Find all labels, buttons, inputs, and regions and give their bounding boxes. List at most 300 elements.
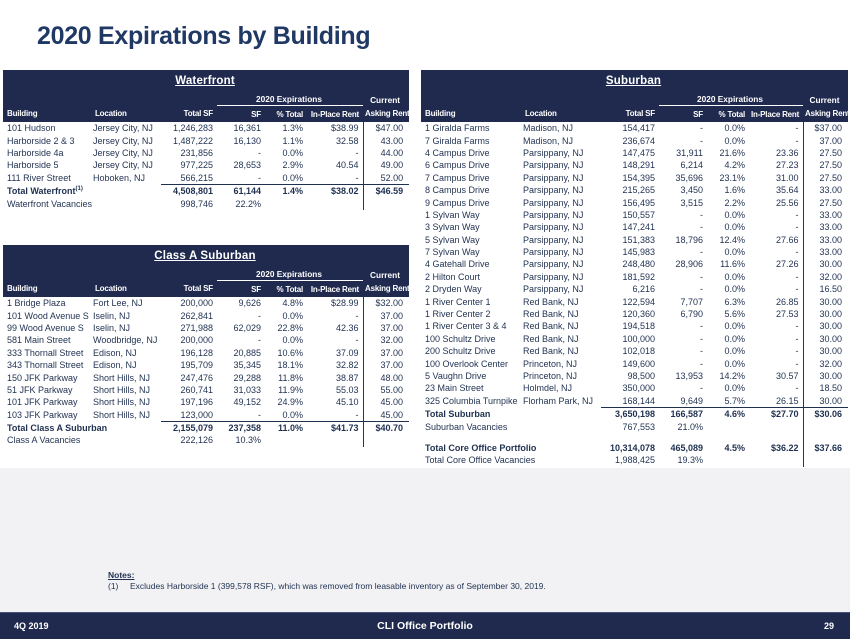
table-cell: 28,653 xyxy=(233,160,261,171)
note-number: (1) xyxy=(108,581,119,591)
table-cell: Red Bank, NJ xyxy=(523,309,579,320)
table-cell: Parsippany, NJ xyxy=(523,234,584,245)
table-cell: Harborside 2 & 3 xyxy=(7,135,75,146)
table-row xyxy=(3,297,409,309)
table-row xyxy=(421,420,848,432)
table-cell: Princeton, NJ xyxy=(523,371,578,381)
table-cell: 38.87 xyxy=(335,372,359,383)
table-cell: - xyxy=(258,335,261,346)
table-cell: 0.0% xyxy=(724,321,745,332)
table-cell: 581 Main Street xyxy=(7,335,71,346)
table-cell: 200,000 xyxy=(180,298,213,309)
table-cell: Parsippany, NJ xyxy=(523,209,584,220)
table-cell: - xyxy=(795,123,799,134)
column-header-building: Building xyxy=(3,106,91,123)
table-cell: 166,587 xyxy=(670,409,703,420)
current-group-header: Current xyxy=(363,265,409,281)
table-cell: 181,592 xyxy=(622,271,655,282)
table-row xyxy=(3,334,409,346)
class-a-suburban-table-body xyxy=(3,297,409,447)
column-header-total-sf: Total SF xyxy=(161,281,217,298)
note-text: Excludes Harborside 1 (399,578 RSF), which was removed from leasable inventory as of September 30, 2019. xyxy=(130,581,546,591)
table-cell: 0.0% xyxy=(724,209,745,220)
table-row xyxy=(3,159,409,171)
table-cell: 200,000 xyxy=(180,335,213,346)
table-cell: Red Bank, NJ xyxy=(523,321,579,332)
table-cell: 977,225 xyxy=(180,160,213,171)
class-a-suburban-table-title: Class A Suburban xyxy=(3,245,409,265)
table-cell: - xyxy=(355,147,359,158)
column-header-sf: SF xyxy=(217,281,265,298)
table-cell: 11.6% xyxy=(720,259,745,270)
table-cell xyxy=(363,197,409,209)
table-cell: 32.00 xyxy=(363,334,409,346)
table-cell: Parsippany, NJ xyxy=(523,197,584,208)
table-cell: 19.3% xyxy=(677,455,703,466)
table-cell: 23 Main Street xyxy=(425,383,484,394)
table-cell: Parsippany, NJ xyxy=(523,259,584,270)
table-cell: 20,885 xyxy=(233,347,261,358)
table-cell: 154,417 xyxy=(622,123,655,134)
table-cell: 27.50 xyxy=(803,147,848,159)
table-cell: 262,841 xyxy=(180,310,213,321)
table-cell: 30.00 xyxy=(803,345,848,357)
table-cell: 1 River Center 1 xyxy=(425,296,491,307)
table-row xyxy=(3,122,409,134)
column-header-total-sf: Total SF xyxy=(161,106,217,123)
table-cell: 111 River Street xyxy=(7,173,71,183)
table-cell: 0.0% xyxy=(724,383,745,394)
suburban-table-header xyxy=(421,70,848,122)
table-row xyxy=(421,184,848,196)
table-cell: 30.00 xyxy=(803,395,848,408)
table-cell: 23.36 xyxy=(775,147,799,158)
table-cell: 45.10 xyxy=(335,397,359,408)
table-cell: 31,911 xyxy=(676,147,703,158)
table-cell: - xyxy=(700,123,703,134)
table-cell: 3,515 xyxy=(680,197,703,208)
table-cell: Florham Park, NJ xyxy=(523,396,594,407)
suburban-table-body xyxy=(421,122,848,467)
table-row xyxy=(421,196,848,208)
table-cell: 123,000 xyxy=(161,409,217,422)
table-cell: 27.50 xyxy=(803,196,848,208)
table-cell: 5.6% xyxy=(724,309,745,320)
table-cell: Short Hills, NJ xyxy=(93,397,151,408)
table-cell: Parsippany, NJ xyxy=(523,222,584,233)
table-cell: - xyxy=(795,333,799,344)
table-cell: Hoboken, NJ xyxy=(93,173,146,183)
table-cell: 35,696 xyxy=(675,172,703,183)
table-cell: Parsippany, NJ xyxy=(523,185,584,196)
table-cell: 2,155,079 xyxy=(172,423,213,434)
table-cell: 197,196 xyxy=(180,397,213,408)
table-cell: 30.00 xyxy=(803,333,848,345)
table-cell: 27.53 xyxy=(775,309,799,320)
table-cell: 1.1% xyxy=(282,135,303,146)
table-cell: 5.7% xyxy=(707,395,749,408)
table-cell: 48.00 xyxy=(363,371,409,383)
table-cell: 4,508,801 xyxy=(172,186,213,197)
table-cell: 3,650,198 xyxy=(614,409,655,420)
table-cell: 37.00 xyxy=(363,322,409,334)
column-header-pct-total: % Total xyxy=(707,106,749,123)
table-cell: 1.4% xyxy=(282,186,303,197)
current-group-header: Current xyxy=(803,90,848,106)
table-cell: 767,553 xyxy=(622,421,655,432)
table-cell: 6,214 xyxy=(680,160,703,171)
table-cell: - xyxy=(700,383,703,394)
footer-bar xyxy=(0,612,850,639)
table-cell: 9,626 xyxy=(238,298,261,309)
table-cell: Harborside 4a xyxy=(7,147,64,158)
table-cell: 6,216 xyxy=(632,284,655,295)
table-cell: 45.00 xyxy=(363,396,409,408)
table-cell: 1,988,425 xyxy=(614,455,655,466)
table-cell: 33.00 xyxy=(803,221,848,233)
table-cell: Total Class A Suburban xyxy=(7,422,108,433)
table-cell: 30.00 xyxy=(803,320,848,332)
table-cell: Parsippany, NJ xyxy=(523,271,584,282)
table-cell: 120,360 xyxy=(622,309,655,320)
table-cell: 26.15 xyxy=(749,395,803,408)
table-cell: Waterfront Vacancies xyxy=(7,198,93,209)
table-cell: 35,345 xyxy=(233,360,261,371)
table-cell xyxy=(265,434,307,446)
table-cell: $38.99 xyxy=(330,123,359,134)
table-row xyxy=(3,147,409,159)
table-row xyxy=(3,322,409,334)
table-cell: 102,018 xyxy=(622,346,655,357)
table-cell: 14.2% xyxy=(719,371,745,381)
table-cell: Edison, NJ xyxy=(93,360,137,371)
table-cell: 145,983 xyxy=(622,247,655,258)
table-cell: - xyxy=(307,172,363,185)
table-cell: 25.56 xyxy=(775,197,799,208)
table-row xyxy=(3,421,409,434)
table-cell: Short Hills, NJ xyxy=(93,409,151,420)
table-cell: 196,128 xyxy=(180,347,213,358)
table-row xyxy=(421,345,848,357)
table-cell: 0.0% xyxy=(724,358,745,369)
header-spacer xyxy=(3,90,217,106)
table-row xyxy=(421,159,848,171)
table-cell: 333 Thornall Street xyxy=(7,347,84,358)
table-cell: Total Suburban xyxy=(425,408,491,419)
table-cell: 150,557 xyxy=(622,209,655,220)
table-cell: Iselin, NJ xyxy=(93,310,131,321)
table-cell: 8 Campus Drive xyxy=(425,185,490,196)
table-cell: 42.36 xyxy=(335,322,359,333)
table-cell: 40.54 xyxy=(335,160,359,171)
table-cell: 101 Hudson xyxy=(7,123,56,134)
table-cell: 61,144 xyxy=(233,186,261,197)
table-cell: - xyxy=(700,358,703,369)
table-cell: 21.0% xyxy=(677,421,703,432)
table-row xyxy=(3,197,409,209)
table-cell: - xyxy=(700,271,703,282)
table-cell: 5 Vaughn Drive xyxy=(425,371,487,381)
table-cell: 27.23 xyxy=(775,160,799,171)
table-cell xyxy=(363,434,409,446)
table-cell: - xyxy=(217,409,265,422)
table-cell: 100 Schultz Drive xyxy=(425,333,496,344)
table-cell: - xyxy=(795,321,799,332)
table-cell: Woodbridge, NJ xyxy=(93,335,158,346)
table-cell: 150 JFK Parkway xyxy=(7,372,78,383)
table-cell: - xyxy=(795,247,799,258)
table-cell: 0.0% xyxy=(724,271,745,282)
table-cell: 43.00 xyxy=(363,134,409,146)
table-cell: 0.0% xyxy=(724,333,745,344)
table-cell: Jersey City, NJ xyxy=(93,160,153,171)
table-cell: 100 Overlook Center xyxy=(425,358,509,369)
table-cell: 195,709 xyxy=(180,360,213,371)
table-cell: $37.66 xyxy=(803,442,848,454)
table-cell: 16.50 xyxy=(803,283,848,295)
table-row xyxy=(421,370,848,382)
table-cell: 37.00 xyxy=(363,359,409,371)
table-cell: 0.0% xyxy=(265,409,307,422)
table-cell: Parsippany, NJ xyxy=(523,247,584,258)
table-row xyxy=(421,209,848,221)
table-row xyxy=(3,347,409,359)
table-row xyxy=(421,382,848,394)
table-row xyxy=(3,384,409,396)
table-row xyxy=(3,409,409,422)
table-cell: 22.2% xyxy=(235,198,261,209)
table-cell: 147,241 xyxy=(622,222,655,233)
table-cell: 350,000 xyxy=(622,383,655,394)
table-cell: 9 Campus Drive xyxy=(425,197,490,208)
table-cell: Madison, NJ xyxy=(523,123,574,134)
table-cell: - xyxy=(700,222,703,233)
table-cell: 7 Campus Drive xyxy=(425,172,490,183)
table-cell: 52.00 xyxy=(363,172,409,185)
table-cell: 4 Campus Drive xyxy=(425,147,490,158)
table-row xyxy=(3,134,409,146)
table-cell: 27.26 xyxy=(775,259,799,270)
table-cell: 168,144 xyxy=(601,395,659,408)
table-cell xyxy=(91,184,161,197)
table-cell: 247,476 xyxy=(180,372,213,383)
table-cell: 0.0% xyxy=(724,222,745,233)
table-cell xyxy=(521,407,601,420)
table-cell: 37.09 xyxy=(335,347,359,358)
table-row xyxy=(421,147,848,159)
table-cell: $46.59 xyxy=(363,184,409,197)
table-cell: Parsippany, NJ xyxy=(523,284,584,295)
table-cell: 100,000 xyxy=(622,333,655,344)
table-cell: 29,288 xyxy=(233,372,261,383)
table-cell: 33.00 xyxy=(803,184,848,196)
table-cell: 51 JFK Parkway xyxy=(7,384,73,395)
table-cell: - xyxy=(700,247,703,258)
table-row xyxy=(421,333,848,345)
table-row xyxy=(421,134,848,146)
table-cell: 147,475 xyxy=(622,147,655,158)
table-cell: $40.70 xyxy=(363,421,409,434)
table-cell: 55.03 xyxy=(335,384,359,395)
table-cell: 0.0% xyxy=(724,284,745,295)
table-cell xyxy=(659,433,707,442)
table-cell: 1 Giralda Farms xyxy=(425,123,490,134)
column-header-asking-rent: Asking Rent xyxy=(363,106,409,123)
table-cell: $28.99 xyxy=(330,298,359,309)
table-cell: 1.3% xyxy=(282,123,303,134)
table-cell: 1 Sylvan Way xyxy=(425,209,480,220)
column-header-in-place-rent: In-Place Rent xyxy=(307,106,363,123)
table-row xyxy=(3,172,409,185)
table-cell: 12.4% xyxy=(719,234,745,245)
table-cell xyxy=(707,433,749,442)
header-spacer xyxy=(3,265,217,281)
table-cell xyxy=(749,420,803,432)
class-a-suburban-table-header xyxy=(3,245,409,297)
table-row xyxy=(421,295,848,307)
table-cell: Princeton, NJ xyxy=(523,358,578,369)
page-title: 2020 Expirations by Building xyxy=(37,22,371,50)
table-cell: - xyxy=(700,321,703,332)
table-row xyxy=(421,320,848,332)
table-row xyxy=(421,283,848,295)
waterfront-table-header xyxy=(3,70,409,122)
table-cell: $38.02 xyxy=(330,186,359,197)
table-cell: Fort Lee, NJ xyxy=(93,298,143,309)
table-cell: - xyxy=(307,409,363,422)
table-cell: 37.00 xyxy=(363,347,409,359)
table-cell: 2.2% xyxy=(724,197,745,208)
table-cell: 0.0% xyxy=(265,172,307,185)
table-cell: 4.8% xyxy=(282,298,303,309)
table-cell xyxy=(707,454,749,466)
column-header-asking-rent: Asking Rent xyxy=(803,106,848,123)
table-cell: 3,450 xyxy=(680,185,703,196)
table-cell: Total Core Office Vacancies xyxy=(425,455,536,466)
table-cell: 465,089 xyxy=(670,442,703,453)
table-cell: 6.3% xyxy=(724,296,745,307)
table-cell: 0.0% xyxy=(282,335,303,346)
table-cell: Suburban Vacancies xyxy=(425,421,508,432)
table-cell: Iselin, NJ xyxy=(93,322,131,333)
table-cell: 37.00 xyxy=(803,134,848,146)
table-cell: 0.0% xyxy=(724,247,745,258)
table-row xyxy=(421,407,848,420)
table-cell: 2 Dryden Way xyxy=(425,284,482,295)
table-cell: 18,796 xyxy=(675,234,703,245)
table-cell: 4 Gatehall Drive xyxy=(425,259,490,270)
expirations-group-header: 2020 Expirations xyxy=(217,265,363,281)
table-row xyxy=(421,246,848,258)
table-cell xyxy=(307,434,363,446)
table-cell: - xyxy=(795,284,799,295)
table-cell: - xyxy=(700,209,703,220)
table-row xyxy=(421,395,848,408)
footer-quarter-label: 4Q 2019 xyxy=(14,621,49,631)
table-row xyxy=(3,184,409,197)
table-row xyxy=(421,454,848,466)
table-cell: 18.50 xyxy=(803,382,848,394)
footer-page-number: 29 xyxy=(823,621,834,631)
table-cell: Parsippany, NJ xyxy=(523,160,584,171)
table-cell: 33.00 xyxy=(803,234,848,246)
table-cell: - xyxy=(258,147,261,158)
table-cell: - xyxy=(700,333,703,344)
table-cell: 10,314,078 xyxy=(609,442,655,453)
table-cell xyxy=(803,454,848,466)
table-cell: 44.00 xyxy=(363,147,409,159)
table-cell: 27.50 xyxy=(803,159,848,171)
table-cell: 27.66 xyxy=(775,234,799,245)
table-cell: 31,033 xyxy=(233,384,261,395)
table-cell: 11.8% xyxy=(278,372,303,383)
table-cell: 23.1% xyxy=(719,172,745,183)
table-row xyxy=(3,371,409,383)
table-cell: 16,361 xyxy=(233,123,261,134)
column-header-in-place-rent: In-Place Rent xyxy=(307,281,363,298)
table-cell: 998,746 xyxy=(180,198,213,209)
table-cell: 55.00 xyxy=(363,384,409,396)
table-cell: 154,395 xyxy=(622,172,655,183)
table-cell: 18.1% xyxy=(277,360,303,371)
table-cell: 260,741 xyxy=(180,384,213,395)
table-cell: 236,674 xyxy=(622,135,655,146)
table-cell: 99 Wood Avenue S xyxy=(7,322,84,333)
table-cell: Total Core Office Portfolio xyxy=(425,442,537,453)
table-cell: - xyxy=(258,310,261,321)
table-cell: 0.0% xyxy=(282,147,303,158)
table-cell xyxy=(521,420,601,432)
table-cell: Jersey City, NJ xyxy=(93,135,153,146)
table-row xyxy=(3,396,409,408)
column-header-building: Building xyxy=(3,281,91,298)
table-cell: 200 Schultz Drive xyxy=(425,346,496,357)
table-cell: 325 Columbia Turnpike xyxy=(425,396,518,407)
table-cell: 62,029 xyxy=(233,322,261,333)
column-header-in-place-rent: In-Place Rent xyxy=(749,106,803,123)
table-cell: 49.00 xyxy=(363,159,409,171)
table-cell: 10.6% xyxy=(277,347,303,358)
table-row xyxy=(421,258,848,270)
table-cell: 101 Wood Avenue S xyxy=(7,310,89,321)
table-cell xyxy=(421,433,521,442)
table-cell xyxy=(749,454,803,466)
table-cell: 32.58 xyxy=(335,135,359,146)
column-header-pct-total: % Total xyxy=(265,106,307,123)
table-cell xyxy=(91,197,161,209)
table-cell: 151,383 xyxy=(622,234,655,245)
column-header-sf: SF xyxy=(659,106,707,123)
table-cell: - xyxy=(795,358,799,369)
table-cell: 32.00 xyxy=(803,271,848,283)
table-cell: 148,291 xyxy=(622,160,655,171)
table-cell: Class A Vacancies xyxy=(7,435,81,446)
table-cell: 45.00 xyxy=(363,409,409,422)
table-cell: - xyxy=(700,346,703,357)
waterfront-table-body xyxy=(3,122,409,210)
suburban-table xyxy=(421,70,848,467)
table-cell: 231,856 xyxy=(180,147,213,158)
table-cell: 33.00 xyxy=(803,246,848,258)
table-cell: Jersey City, NJ xyxy=(93,147,153,158)
table-cell: $32.00 xyxy=(363,297,409,309)
table-cell: 10.3% xyxy=(235,435,261,446)
table-cell: - xyxy=(795,135,799,146)
table-cell: Madison, NJ xyxy=(523,135,574,146)
table-row xyxy=(421,234,848,246)
table-cell: 7 Giralda Farms xyxy=(425,135,490,146)
notes-heading: Notes: xyxy=(108,570,135,580)
